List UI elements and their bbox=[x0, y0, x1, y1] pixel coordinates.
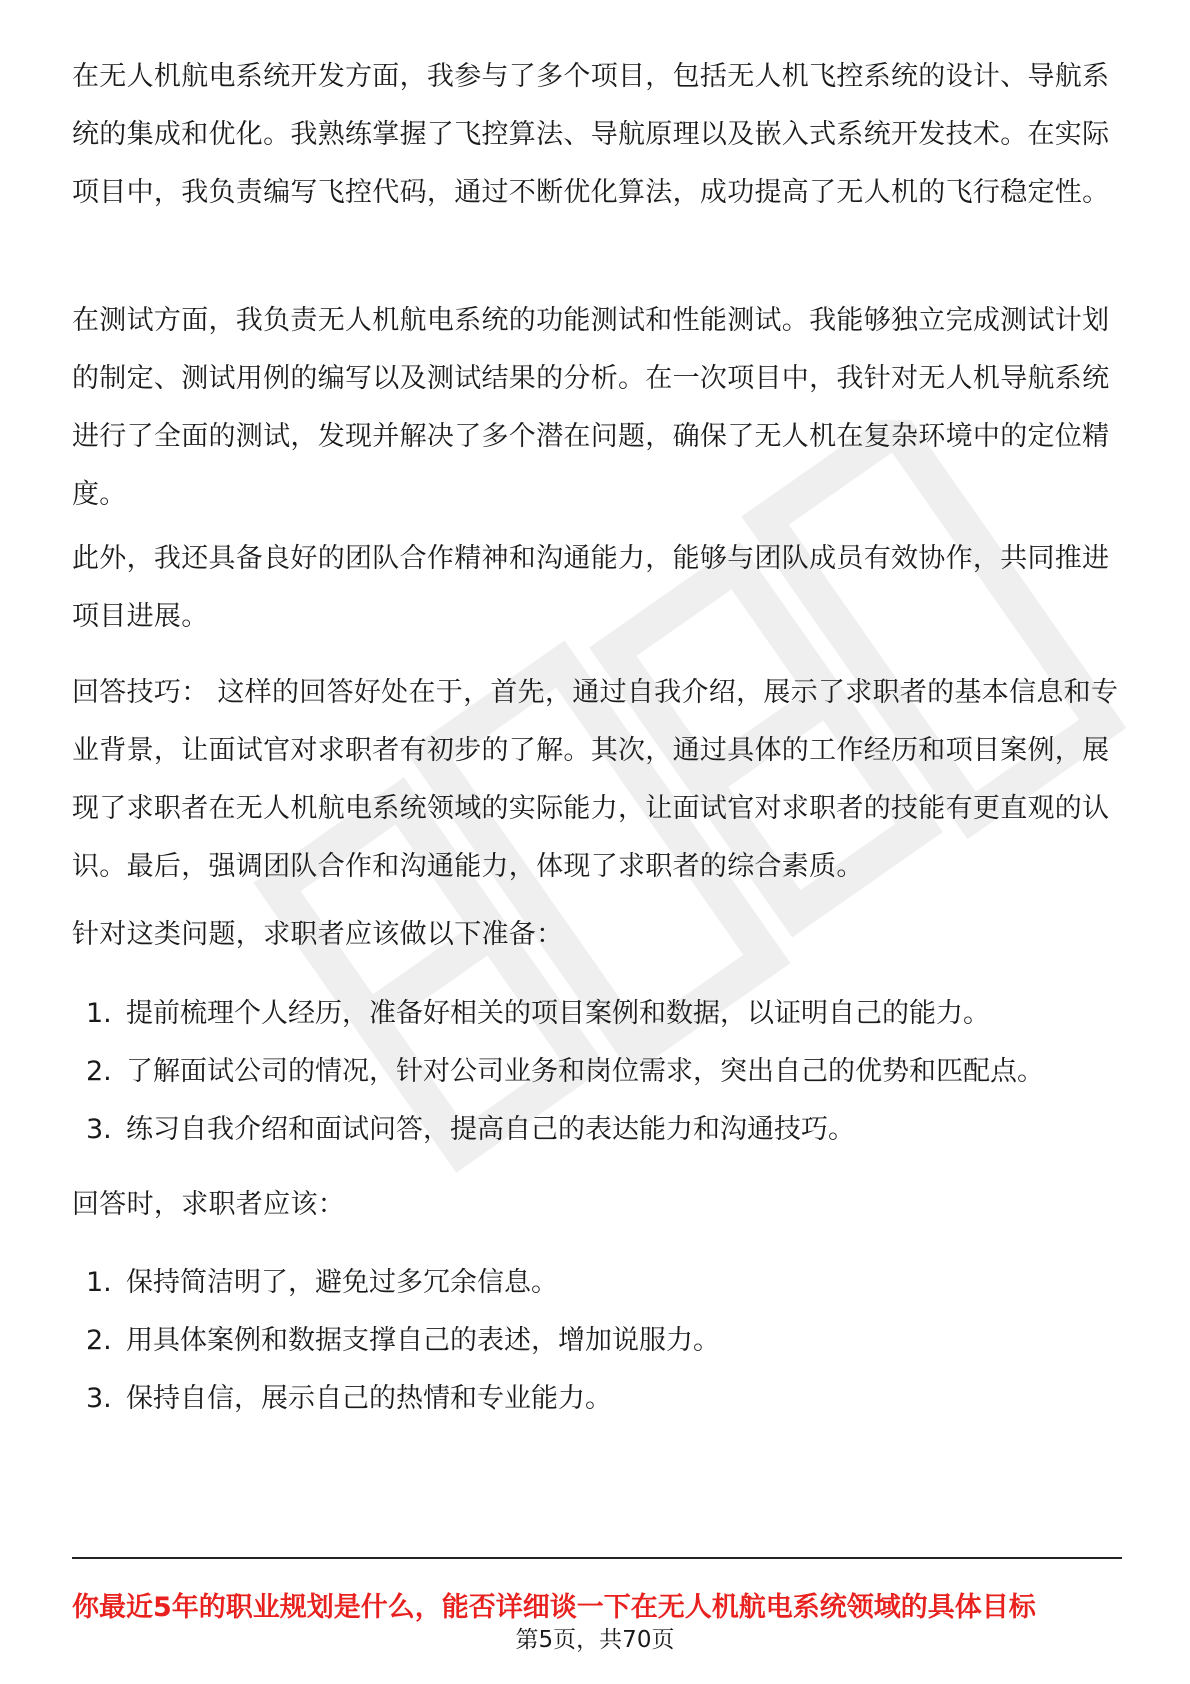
page-number-footer: 第5页，共70页 bbox=[515, 1627, 675, 1653]
paragraph-prep-intro: 针对这类问题，求职者应该做以下准备： bbox=[72, 919, 564, 950]
list-item: 3. 保持自信，展示自己的热情和专业能力。 bbox=[86, 1383, 612, 1414]
paragraph-testing: 在测试方面，我负责无人机航电系统的功能测试和性能测试。我能够独立完成测试计划的制定、测试用例的编写以及测试结果的分析。在一次项目中，我针对无人机导航系统进行了全面的测试，发现并解决了多个潜在问题，确保了无人机在复杂环境中的定位精度。 bbox=[72, 305, 1110, 510]
section-divider bbox=[72, 1557, 1122, 1559]
paragraph-answer-intro: 回答时，求职者应该： bbox=[72, 1189, 345, 1220]
paragraph-teamwork: 此外，我还具备良好的团队合作精神和沟通能力，能够与团队成员有效协作，共同推进项目进展。 bbox=[72, 543, 1110, 632]
paragraph-experience: 在无人机航电系统开发方面，我参与了多个项目，包括无人机飞控系统的设计、导航系统的集成和优化。我熟练掌握了飞控算法、导航原理以及嵌入式系统开发技术。在实际项目中，我负责编写飞控代码，通过不断优化算法，成功提高了无人机的飞行稳定性。 bbox=[72, 61, 1110, 208]
list-item: 2. 用具体案例和数据支撑自己的表述，增加说服力。 bbox=[86, 1325, 720, 1356]
next-question-heading: 你最近5年的职业规划是什么，能否详细谈一下在无人机航电系统领域的具体目标 bbox=[72, 1592, 1036, 1623]
answer-list bbox=[72, 1254, 1122, 1428]
paragraph-answer-tips: 回答技巧： 这样的回答好处在于，首先，通过自我介绍，展示了求职者的基本信息和专业背景，让面试官对求职者有初步的了解。其次，通过具体的工作经历和项目案例，展现了求职者在无人机航电系统领域的实际能力，让面试官对求职者的技能有更直观的认识。最后，强调团队合作和沟通能力，体现了求职者的综合素质。 bbox=[72, 677, 1119, 882]
list-item: 1. 提前梳理个人经历，准备好相关的项目案例和数据，以证明自己的能力。 bbox=[86, 998, 990, 1029]
list-item: 1. 保持简洁明了，避免过多冗余信息。 bbox=[86, 1267, 558, 1298]
prep-list bbox=[72, 985, 1122, 1159]
list-item: 2. 了解面试公司的情况，针对公司业务和岗位需求，突出自己的优势和匹配点。 bbox=[86, 1056, 1044, 1087]
list-item: 3. 练习自我介绍和面试问答，提高自己的表达能力和沟通技巧。 bbox=[86, 1114, 855, 1145]
